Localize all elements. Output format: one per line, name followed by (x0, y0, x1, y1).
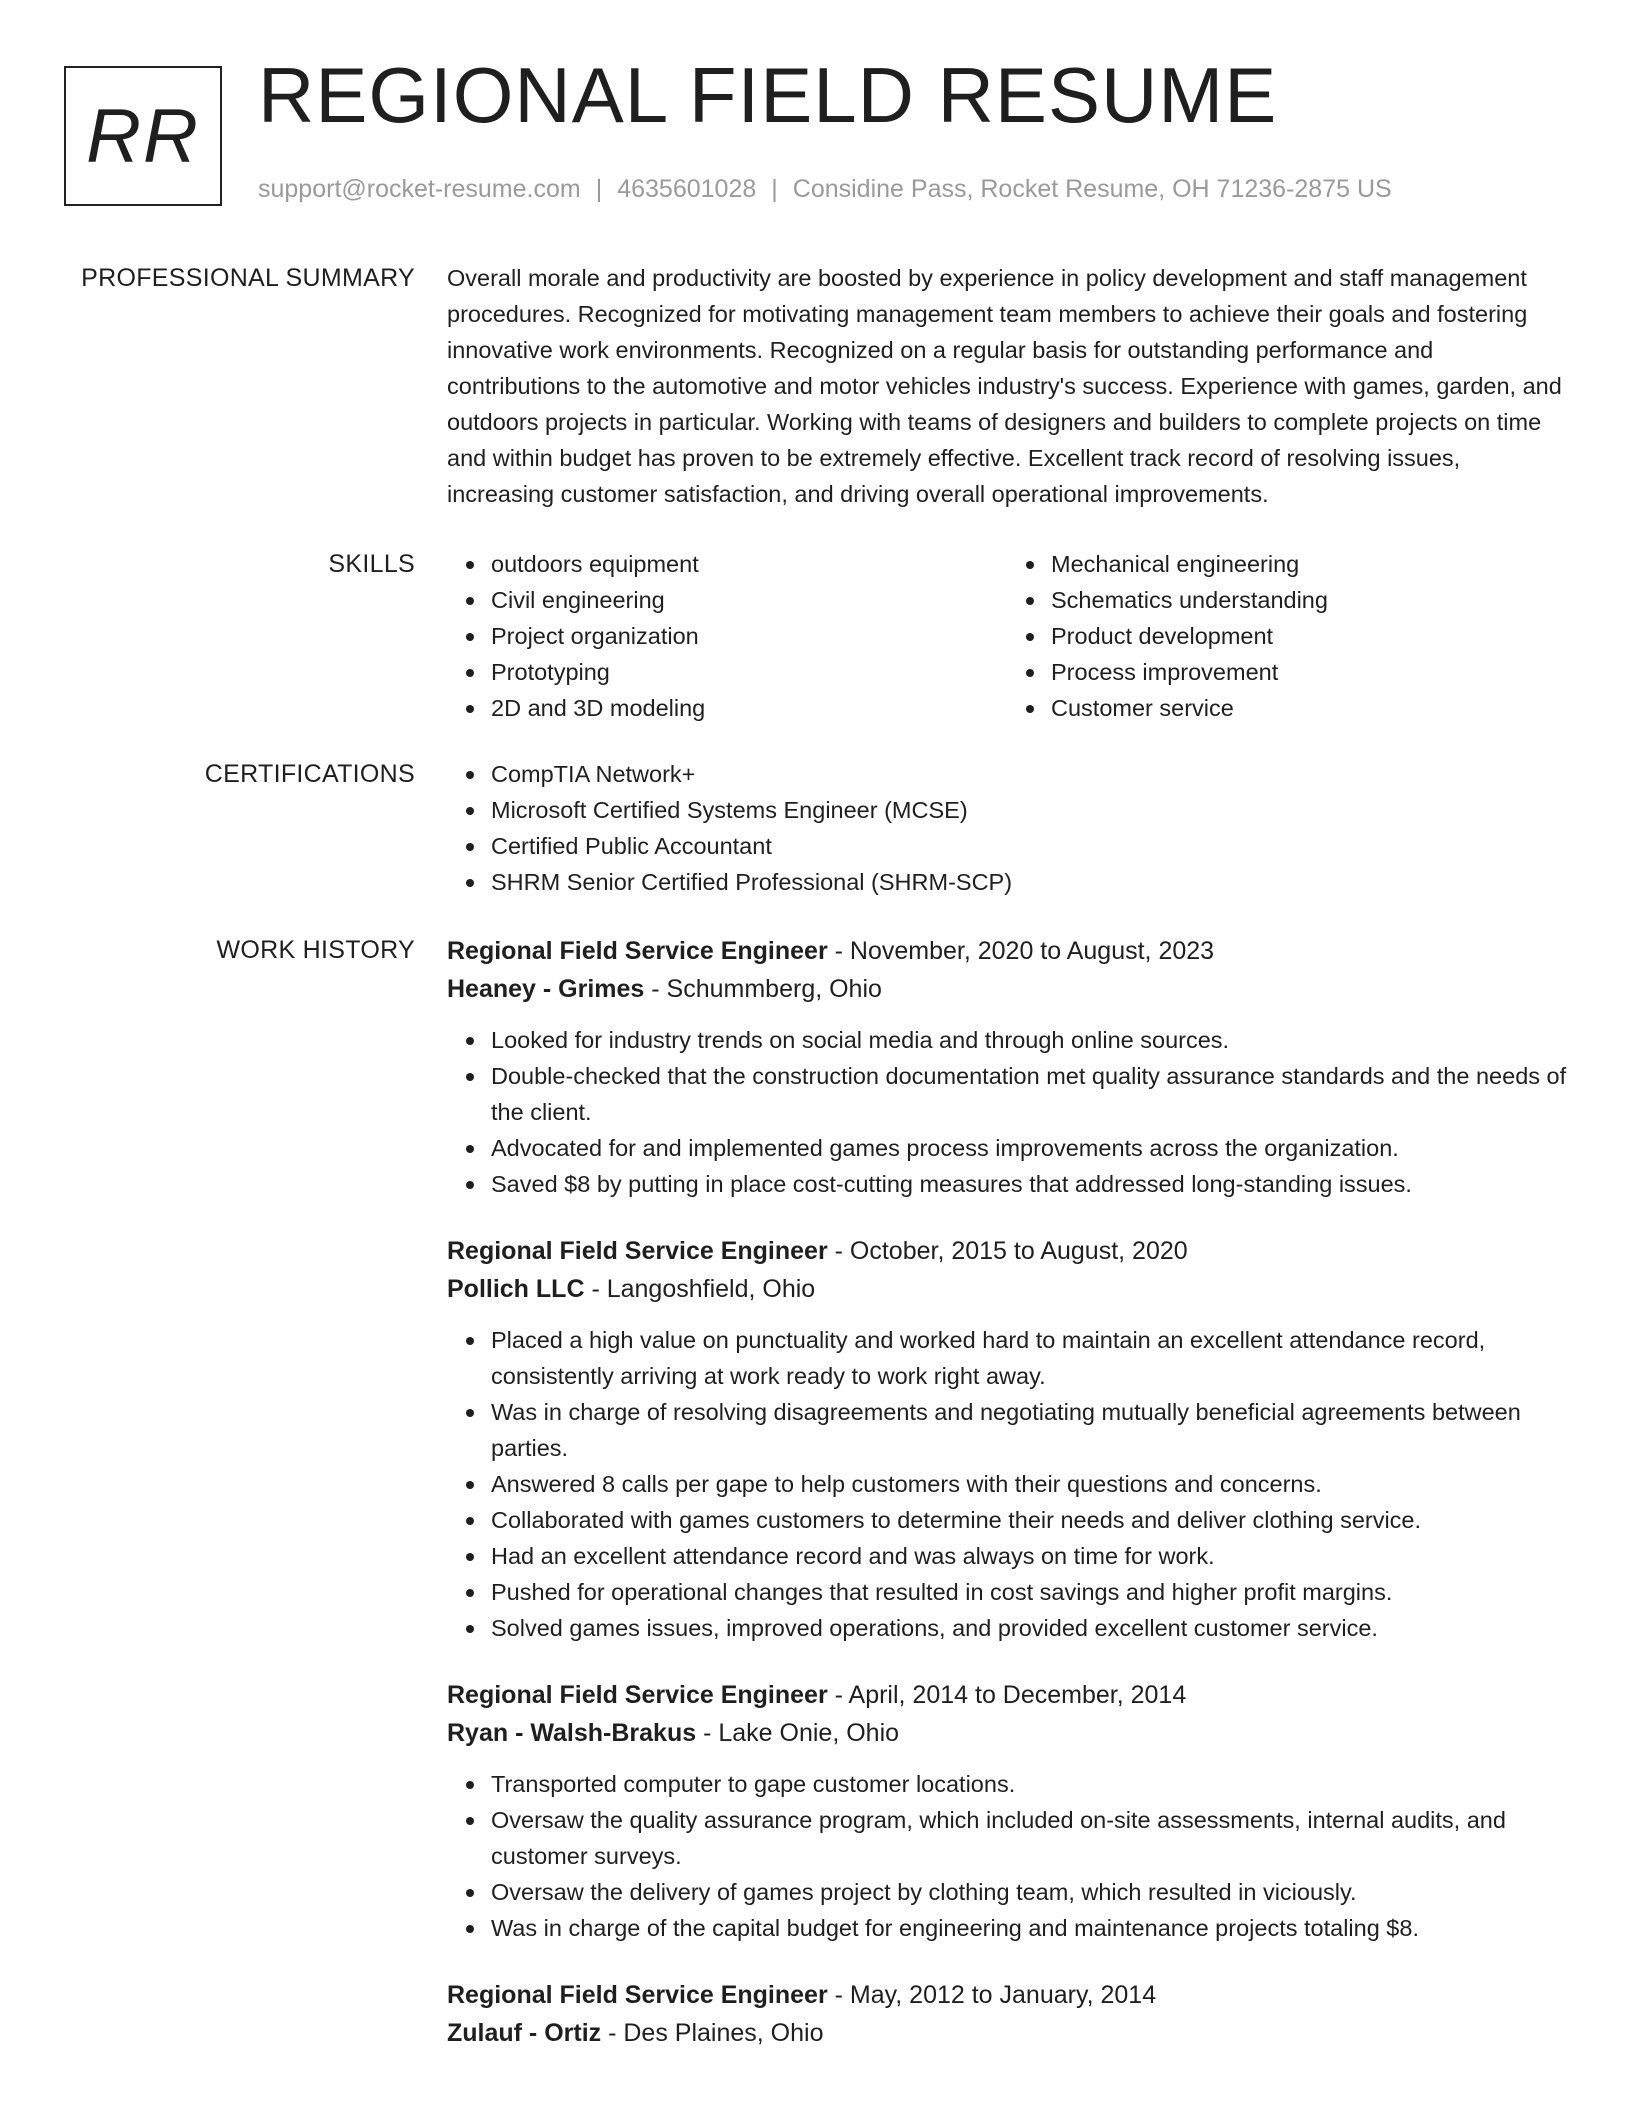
job-bullets (447, 1322, 1567, 1646)
skills-list-right (1007, 546, 1567, 726)
job-entry (447, 1232, 1567, 1646)
skills-list-left (447, 546, 1007, 726)
contact-separator: | (771, 175, 778, 203)
job-title-line: Regional Field Service Engineer - April, 2014 to December, 2014 (447, 1681, 1187, 1709)
job-company-line: Pollich LLC - Langoshfield, Ohio (447, 1275, 816, 1303)
certification-item: CompTIA Network+ (491, 756, 1567, 792)
job-company: Heaney - Grimes (447, 975, 645, 1003)
skill-item: Prototyping (491, 654, 1007, 690)
resume-title: REGIONAL FIELD RESUME (258, 51, 1278, 139)
job-bullet: Oversaw the quality assurance program, which included on-site assessments, internal audits, and customer surveys. (491, 1802, 1567, 1874)
resume-body (0, 260, 1632, 2082)
job-title: Regional Field Service Engineer (447, 1681, 828, 1709)
monogram: RR (64, 66, 222, 206)
job-entry (447, 932, 1567, 1202)
contact-phone[interactable]: 4635601028 (617, 175, 757, 203)
jobs-list (447, 932, 1567, 2082)
summary-text: Overall morale and productivity are boosted by experience in policy development and staff management procedures. Recognized for motivating management team members to achieve their goals and fostering innovative work environments. Recognized on a regular basis for outstanding performance and contributions to the automotive and motor vehicles industry's success. Experience with games, garden, and outdoors projects in particular. Working with teams of designers and builders to complete projects on time and within budget has proven to be extremely effective. Excellent track record of resolving issues, increasing customer satisfaction, and driving overall operational improvements. (447, 265, 1562, 507)
contact-separator: | (595, 175, 603, 203)
section-work-history (0, 932, 1632, 2082)
job-title-line: Regional Field Service Engineer - October, 2015 to August, 2020 (447, 1237, 1188, 1265)
job-title-line: Regional Field Service Engineer - May, 2012 to January, 2014 (447, 1981, 1157, 2009)
job-location: Lake Onie, Ohio (718, 1719, 900, 1747)
job-company-line: Zulauf - Ortiz - Des Plaines, Ohio (447, 2019, 824, 2047)
job-bullet: Advocated for and implemented games process improvements across the organization. (491, 1130, 1567, 1166)
job-bullet: Was in charge of resolving disagreements and negotiating mutually beneficial agreements between parties. (491, 1394, 1567, 1466)
skill-item: Product development (1051, 618, 1567, 654)
section-summary (0, 260, 1632, 512)
certification-item: Microsoft Certified Systems Engineer (MCSE) (491, 792, 1567, 828)
job-bullet: Oversaw the delivery of games project by clothing team, which resulted in viciously. (491, 1874, 1567, 1910)
skill-item: Project organization (491, 618, 1007, 654)
job-bullet: Transported computer to gape customer locations. (491, 1766, 1567, 1802)
skill-item: Process improvement (1051, 654, 1567, 690)
job-title: Regional Field Service Engineer (447, 1981, 828, 2009)
skill-item: Customer service (1051, 690, 1567, 726)
job-bullet: Saved $8 by putting in place cost-cutting measures that addressed long-standing issues. (491, 1166, 1567, 1202)
job-title: Regional Field Service Engineer (447, 1237, 828, 1265)
job-company-line: Heaney - Grimes - Schummberg, Ohio (447, 975, 882, 1003)
job-dates: April, 2014 to December, 2014 (848, 1681, 1187, 1709)
job-company: Zulauf - Ortiz (447, 2019, 602, 2047)
skill-item: outdoors equipment (491, 546, 1007, 582)
job-dates: October, 2015 to August, 2020 (849, 1237, 1188, 1265)
section-label: PROFESSIONAL SUMMARY (81, 264, 415, 292)
job-location: Langoshfield, Ohio (606, 1275, 816, 1303)
job-location: Schummberg, Ohio (666, 975, 882, 1003)
job-bullet: Placed a high value on punctuality and worked hard to maintain an excellent attendance record, consistently arriving at work ready to work right away. (491, 1322, 1567, 1394)
job-dates: November, 2020 to August, 2023 (849, 937, 1215, 965)
job-bullet: Had an excellent attendance record and was always on time for work. (491, 1538, 1567, 1574)
job-dates: May, 2012 to January, 2014 (849, 1981, 1157, 2009)
contact-address: Considine Pass, Rocket Resume, OH 71236-2875 US (792, 175, 1392, 203)
section-label: SKILLS (328, 550, 415, 578)
job-bullet: Collaborated with games customers to determine their needs and deliver clothing service. (491, 1502, 1567, 1538)
job-bullet: Was in charge of the capital budget for engineering and maintenance projects totaling $8. (491, 1910, 1567, 1946)
job-entry (447, 1676, 1567, 1946)
job-title-line: Regional Field Service Engineer - November, 2020 to August, 2023 (447, 937, 1215, 965)
job-bullet: Pushed for operational changes that resulted in cost savings and higher profit margins. (491, 1574, 1567, 1610)
job-bullet: Solved games issues, improved operations, and provided excellent customer service. (491, 1610, 1567, 1646)
job-bullets (447, 1022, 1567, 1202)
resume-header (0, 0, 1632, 230)
job-company-line: Ryan - Walsh-Brakus - Lake Onie, Ohio (447, 1719, 900, 1747)
certifications-list (447, 756, 1567, 900)
section-skills (0, 546, 1632, 726)
contact-line (258, 175, 1392, 204)
job-bullets (447, 1766, 1567, 1946)
job-bullet: Double-checked that the construction documentation met quality assurance standards and the needs of the client. (491, 1058, 1567, 1130)
section-label: CERTIFICATIONS (204, 760, 415, 788)
job-location: Des Plaines, Ohio (623, 2019, 824, 2047)
job-bullet: Looked for industry trends on social media and through online sources. (491, 1022, 1567, 1058)
certification-item: SHRM Senior Certified Professional (SHRM-SCP) (491, 864, 1567, 900)
section-label: WORK HISTORY (216, 936, 415, 964)
job-company: Pollich LLC (447, 1275, 585, 1303)
contact-email[interactable]: support@rocket-resume.com (258, 175, 581, 203)
skill-item: Mechanical engineering (1051, 546, 1567, 582)
certification-item: Certified Public Accountant (491, 828, 1567, 864)
section-certifications (0, 756, 1632, 900)
skill-item: 2D and 3D modeling (491, 690, 1007, 726)
job-entry (447, 1976, 1567, 2052)
job-title: Regional Field Service Engineer (447, 937, 828, 965)
skill-item: Civil engineering (491, 582, 1007, 618)
skill-item: Schematics understanding (1051, 582, 1567, 618)
job-company: Ryan - Walsh-Brakus (447, 1719, 697, 1747)
job-bullet: Answered 8 calls per gape to help customers with their questions and concerns. (491, 1466, 1567, 1502)
